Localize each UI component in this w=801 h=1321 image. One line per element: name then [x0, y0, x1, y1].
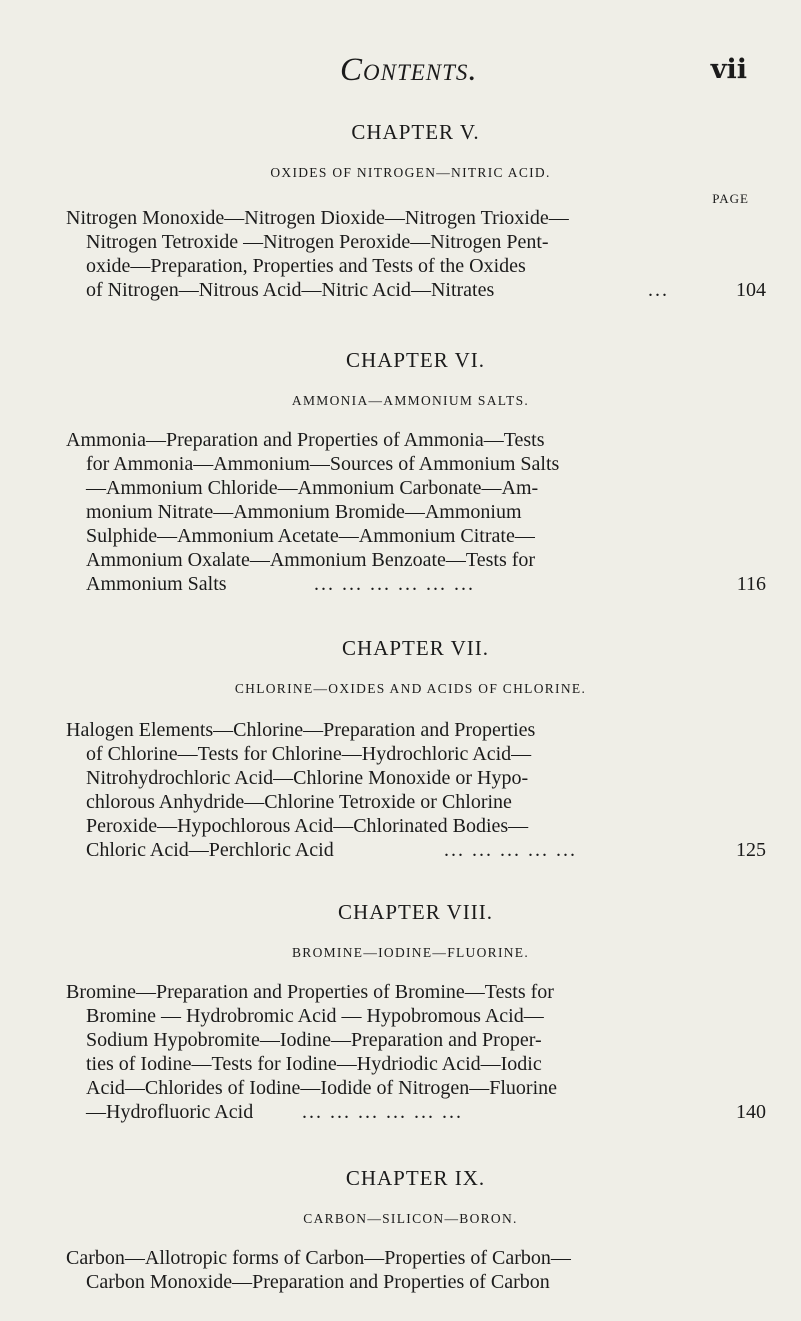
toc-entry-chapter-vi [66, 428, 766, 596]
entry-line-text: of Nitrogen—Nitrous Acid—Nitric Acid—Nitrates [86, 279, 495, 301]
entry-line: Ammonium Oxalate—Ammonium Benzoate—Tests for [86, 549, 536, 571]
entry-line: Carbon Monoxide—Preparation and Properties of Carbon [86, 1271, 550, 1293]
chapter-vii [0, 636, 801, 697]
toc-entry-chapter-v [66, 206, 766, 302]
chapter-subtitle: CARBON—SILICON—BORON. [303, 1211, 518, 1226]
entry-page-number: 116 [736, 573, 766, 595]
entry-line: —Ammonium Chloride—Ammonium Carbonate—Am- [86, 477, 539, 499]
entry-line: Nitrohydrochloric Acid—Chlorine Monoxide or Hypo- [86, 767, 529, 789]
chapter-heading: CHAPTER VI. [346, 348, 485, 372]
toc-entry-chapter-viii [66, 980, 766, 1124]
chapter-viii [0, 900, 801, 961]
entry-page-number: 104 [736, 279, 766, 301]
chapter-heading: CHAPTER IX. [345, 1166, 486, 1190]
entry-line: oxide—Preparation, Properties and Tests of the Oxides [86, 255, 526, 277]
chapter-ix [0, 1166, 801, 1227]
entry-line: ties of Iodine—Tests for Iodine—Hydriodic Acid—Iodic [86, 1053, 542, 1075]
entry-line [66, 278, 766, 302]
page-number: vii [710, 54, 747, 85]
entry-line [66, 1100, 766, 1124]
dot-leaders: ... ... ... ... ... ... [302, 1101, 463, 1123]
toc-entry-chapter-ix [66, 1246, 766, 1294]
chapter-subtitle: OXIDES OF NITROGEN—NITRIC ACID. [270, 165, 551, 180]
entry-page-number: 140 [736, 1101, 766, 1123]
entry-line: Bromine—Preparation and Properties of Bromine—Tests for [66, 981, 554, 1003]
entry-line-text: Ammonium Salts [86, 573, 227, 595]
entry-line: Nitrogen Tetroxide —Nitrogen Peroxide—Nitrogen Pent- [86, 231, 549, 253]
page-column-label: PAGE [712, 191, 749, 206]
chapter-heading: CHAPTER VIII. [338, 900, 493, 924]
entry-line: monium Nitrate—Ammonium Bromide—Ammonium [86, 501, 522, 523]
entry-line: Bromine — Hydrobromic Acid — Hypobromous Acid— [86, 1005, 544, 1027]
chapter-v [0, 120, 801, 181]
running-title: Contents. [340, 52, 478, 88]
entry-page-number: 125 [736, 839, 766, 861]
entry-line: Ammonia—Preparation and Properties of Ammonia—Tests [66, 429, 545, 451]
entry-line: for Ammonia—Ammonium—Sources of Ammonium Salts [86, 453, 560, 475]
chapter-subtitle: CHLORINE—OXIDES AND ACIDS OF CHLORINE. [234, 681, 587, 696]
entry-line: chlorous Anhydride—Chlorine Tetroxide or Chlorine [86, 791, 512, 813]
entry-line: Halogen Elements—Chlorine—Preparation and Properties [66, 719, 536, 741]
dot-leaders: ... ... ... ... ... ... [314, 573, 475, 595]
running-head [0, 52, 801, 92]
entry-line: Carbon—Allotropic forms of Carbon—Properties of Carbon— [66, 1247, 571, 1269]
dot-leaders: ... ... ... ... ... [444, 839, 577, 861]
entry-line-text: —Hydrofluoric Acid [86, 1101, 254, 1123]
chapter-subtitle: BROMINE—IODINE—FLUORINE. [291, 945, 530, 960]
entry-line: Nitrogen Monoxide—Nitrogen Dioxide—Nitrogen Trioxide— [66, 207, 569, 229]
entry-line: Acid—Chlorides of Iodine—Iodide of Nitrogen—Fluorine [86, 1077, 558, 1099]
chapter-heading: CHAPTER V. [351, 120, 480, 144]
entry-line-text: Chloric Acid—Perchloric Acid [86, 839, 334, 861]
entry-line: Sulphide—Ammonium Acetate—Ammonium Citrate— [86, 525, 535, 547]
entry-line [66, 572, 766, 596]
chapter-heading: CHAPTER VII. [342, 636, 489, 660]
toc-entry-chapter-vii [66, 718, 766, 862]
dot-leaders: ... [648, 279, 669, 301]
entry-line: Sodium Hypobromite—Iodine—Preparation and Proper- [86, 1029, 542, 1051]
chapter-vi [0, 348, 801, 409]
entry-line: of Chlorine—Tests for Chlorine—Hydrochloric Acid— [86, 743, 532, 765]
entry-line [66, 838, 766, 862]
entry-line: Peroxide—Hypochlorous Acid—Chlorinated Bodies— [86, 815, 529, 837]
chapter-subtitle: AMMONIA—AMMONIUM SALTS. [291, 393, 530, 408]
